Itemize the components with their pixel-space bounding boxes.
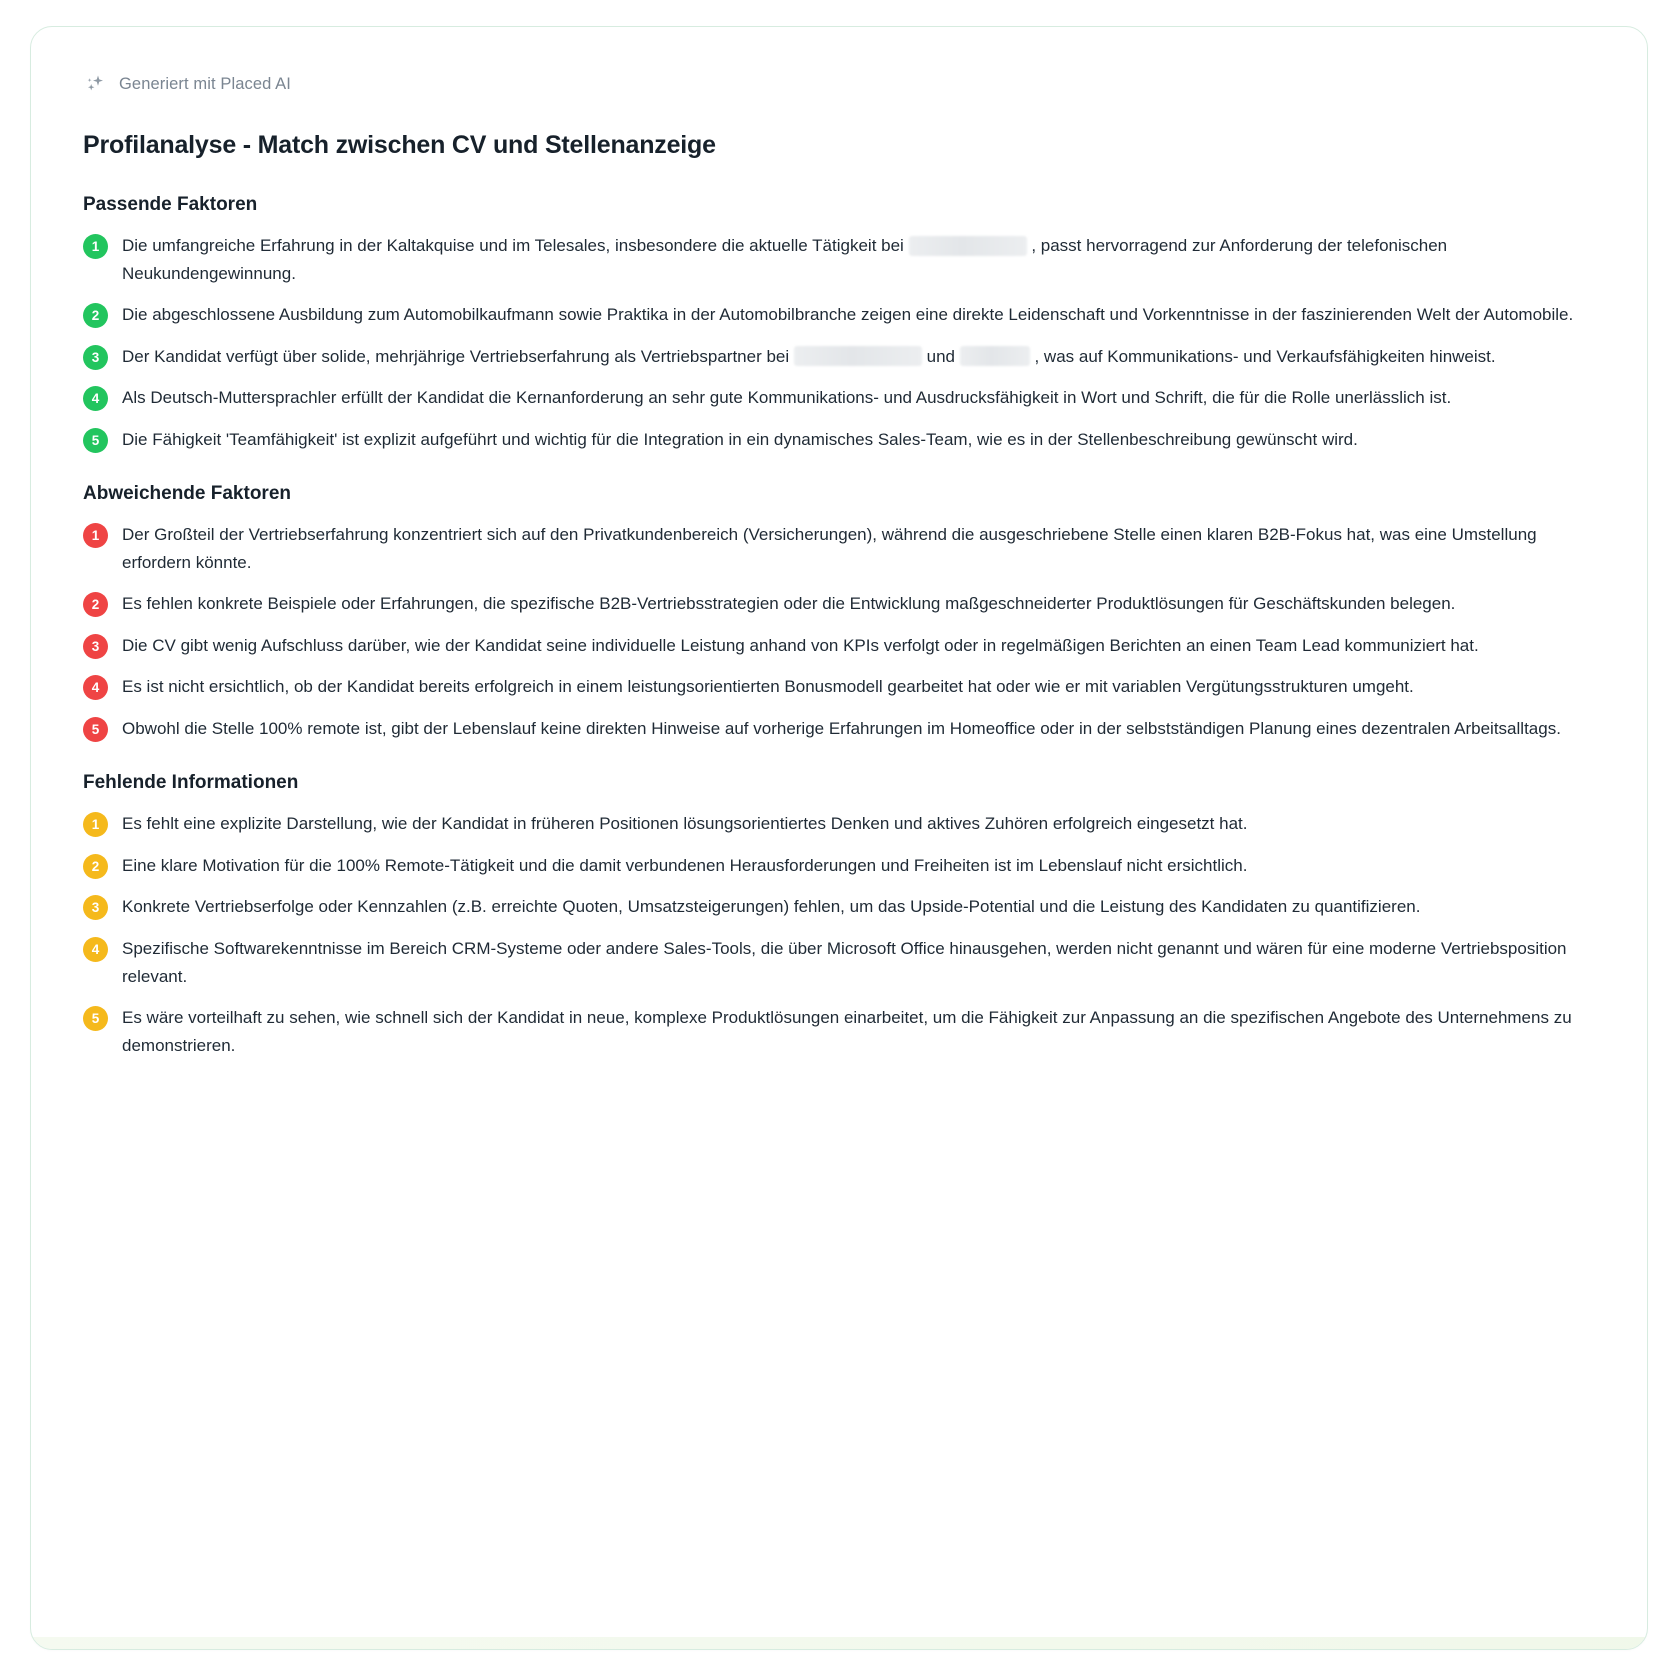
list-item xyxy=(83,343,1595,371)
item-text xyxy=(122,1004,1595,1059)
item-text-fragment: Obwohl die Stelle 100% remote ist, gibt der Lebenslauf keine direkten Hinweise auf vorherige Erfahrungen im Homeoffice oder in der selbstständigen Planung eines dezentralen Arbeitsalltags. xyxy=(122,718,1561,738)
sparkle-icon xyxy=(83,71,109,97)
section-passende-faktoren xyxy=(83,194,1595,453)
section-title: Abweichende Faktoren xyxy=(83,483,291,505)
item-text xyxy=(122,521,1595,576)
list-item xyxy=(83,673,1595,701)
item-text-fragment: Es ist nicht ersichtlich, ob der Kandidat bereits erfolgreich in einem leistungsorientierten Bonusmodell gearbeitet hat oder wie er mit variablen Vergütungsstrukturen umgeht. xyxy=(122,677,1414,697)
analysis-card xyxy=(30,26,1648,1650)
sections-container xyxy=(83,194,1595,1059)
item-text-fragment: Eine klare Motivation für die 100% Remote-Tätigkeit und die damit verbundenen Herausforderungen und Freiheiten ist im Lebenslauf nicht ersichtlich. xyxy=(122,855,1248,875)
item-text xyxy=(122,715,1561,743)
redacted-company-name xyxy=(960,346,1030,366)
item-text xyxy=(122,426,1358,454)
list-item xyxy=(83,810,1595,838)
list-item xyxy=(83,852,1595,880)
item-number-badge: 3 xyxy=(83,634,108,659)
item-number-badge: 4 xyxy=(83,386,108,411)
item-text-fragment: , passt hervorragend zur Anforderung der telefonischen Neukundengewinnung. xyxy=(122,236,1448,283)
list-item xyxy=(83,715,1595,743)
list-item xyxy=(83,893,1595,921)
item-text-fragment: Der Kandidat verfügt über solide, mehrjährige Vertriebserfahrung als Vertriebspartner bei xyxy=(122,346,790,366)
item-number-badge: 2 xyxy=(83,854,108,879)
list-item xyxy=(83,232,1595,287)
item-text xyxy=(122,301,1573,329)
redacted-company-name xyxy=(909,236,1027,256)
ai-generated-label: Generiert mit Placed AI xyxy=(119,74,291,93)
item-text xyxy=(122,343,1496,371)
section-fehlende-informationen xyxy=(83,772,1595,1059)
factor-list xyxy=(83,232,1595,453)
item-number-badge: 4 xyxy=(83,937,108,962)
section-title: Fehlende Informationen xyxy=(83,772,299,794)
item-text-fragment: Es wäre vorteilhaft zu sehen, wie schnell sich der Kandidat in neue, komplexe Produktlösungen einarbeitet, um die Fähigkeit zur Anpassung an die spezifischen Angebote des Unternehmens zu demonstrieren. xyxy=(122,1008,1572,1055)
section-title: Passende Faktoren xyxy=(83,194,258,215)
item-number-badge: 2 xyxy=(83,303,108,328)
list-item xyxy=(83,1004,1595,1059)
page-title: Profilanalyse - Match zwischen CV und Stellenanzeige xyxy=(83,131,716,159)
item-number-badge: 5 xyxy=(83,1006,108,1031)
list-item xyxy=(83,426,1595,454)
list-item xyxy=(83,301,1595,329)
redacted-company-name xyxy=(794,346,922,366)
factor-list xyxy=(83,810,1595,1059)
item-text xyxy=(122,852,1247,880)
item-text-fragment: Es fehlt eine explizite Darstellung, wie der Kandidat in früheren Positionen lösungsorientiertes Denken und aktives Zuhören erfolgreich eingesetzt hat. xyxy=(122,814,1248,834)
item-number-badge: 1 xyxy=(83,523,108,548)
list-item xyxy=(83,632,1595,660)
item-text-fragment: Konkrete Vertriebserfolge oder Kennzahlen (z.B. erreichte Quoten, Umsatzsteigerungen) fehlen, um das Upside-Potential und die Leistung des Kandidaten zu quantifizieren. xyxy=(122,897,1421,917)
item-text-fragment: Die CV gibt wenig Aufschluss darüber, wie der Kandidat seine individuelle Leistung anhand von KPIs verfolgt oder in regelmäßigen Berichten an einen Team Lead kommuniziert hat. xyxy=(122,635,1479,655)
item-text-fragment: Die abgeschlossene Ausbildung zum Automobilkaufmann sowie Praktika in der Automobilbranche zeigen eine direkte Leidenschaft und Vorkenntnisse in der faszinierenden Welt der Automobile. xyxy=(122,305,1574,325)
item-number-badge: 5 xyxy=(83,428,108,453)
item-text-fragment: Spezifische Softwarekenntnisse im Bereich CRM-Systeme oder andere Sales-Tools, die über Microsoft Office hinausgehen, werden nicht genannt und wären für eine moderne Vertriebsposition relevant. xyxy=(122,938,1567,986)
section-abweichende-faktoren xyxy=(83,483,1595,742)
item-number-badge: 3 xyxy=(83,895,108,920)
list-item xyxy=(83,935,1595,990)
item-number-badge: 5 xyxy=(83,717,108,742)
item-number-badge: 1 xyxy=(83,234,108,259)
item-text xyxy=(122,232,1595,287)
item-text xyxy=(122,384,1451,412)
item-text-fragment: , was auf Kommunikations- und Verkaufsfähigkeiten hinweist. xyxy=(1034,346,1496,366)
item-text xyxy=(122,893,1420,921)
item-number-badge: 3 xyxy=(83,345,108,370)
item-text-fragment: Es fehlen konkrete Beispiele oder Erfahrungen, die spezifische B2B-Vertriebsstrategien oder die Entwicklung maßgeschneiderter Produktlösungen für Geschäftskunden belegen. xyxy=(122,594,1456,614)
list-item xyxy=(83,590,1595,618)
item-text-fragment: Die umfangreiche Erfahrung in der Kaltakquise und im Telesales, insbesondere die aktuelle Tätigkeit bei xyxy=(122,236,904,255)
item-text xyxy=(122,590,1455,618)
item-text xyxy=(122,935,1595,990)
factor-list xyxy=(83,521,1595,742)
item-number-badge: 2 xyxy=(83,592,108,617)
item-number-badge: 4 xyxy=(83,675,108,700)
item-text-fragment: Als Deutsch-Muttersprachler erfüllt der Kandidat die Kernanforderung an sehr gute Kommunikations- und Ausdrucksfähigkeit in Wort und Schrift, die für die Rolle unerlässlich ist. xyxy=(122,388,1452,408)
item-text xyxy=(122,673,1414,701)
item-text-fragment: Der Großteil der Vertriebserfahrung konzentriert sich auf den Privatkundenbereich (Versicherungen), während die ausgeschriebene Stelle einen klaren B2B-Fokus hat, was eine Umstellung erfordern könnte. xyxy=(122,525,1537,572)
list-item xyxy=(83,521,1595,576)
item-text xyxy=(122,810,1248,838)
item-text-fragment: Die Fähigkeit 'Teamfähigkeit' ist explizit aufgeführt und wichtig für die Integration in ein dynamisches Sales-Team, wie es in der Stellenbeschreibung gewünscht wird. xyxy=(122,429,1358,449)
list-item xyxy=(83,384,1595,412)
item-number-badge: 1 xyxy=(83,812,108,837)
ai-generated-badge xyxy=(83,71,1595,97)
item-text xyxy=(122,632,1479,660)
item-text-fragment: und xyxy=(926,346,955,366)
